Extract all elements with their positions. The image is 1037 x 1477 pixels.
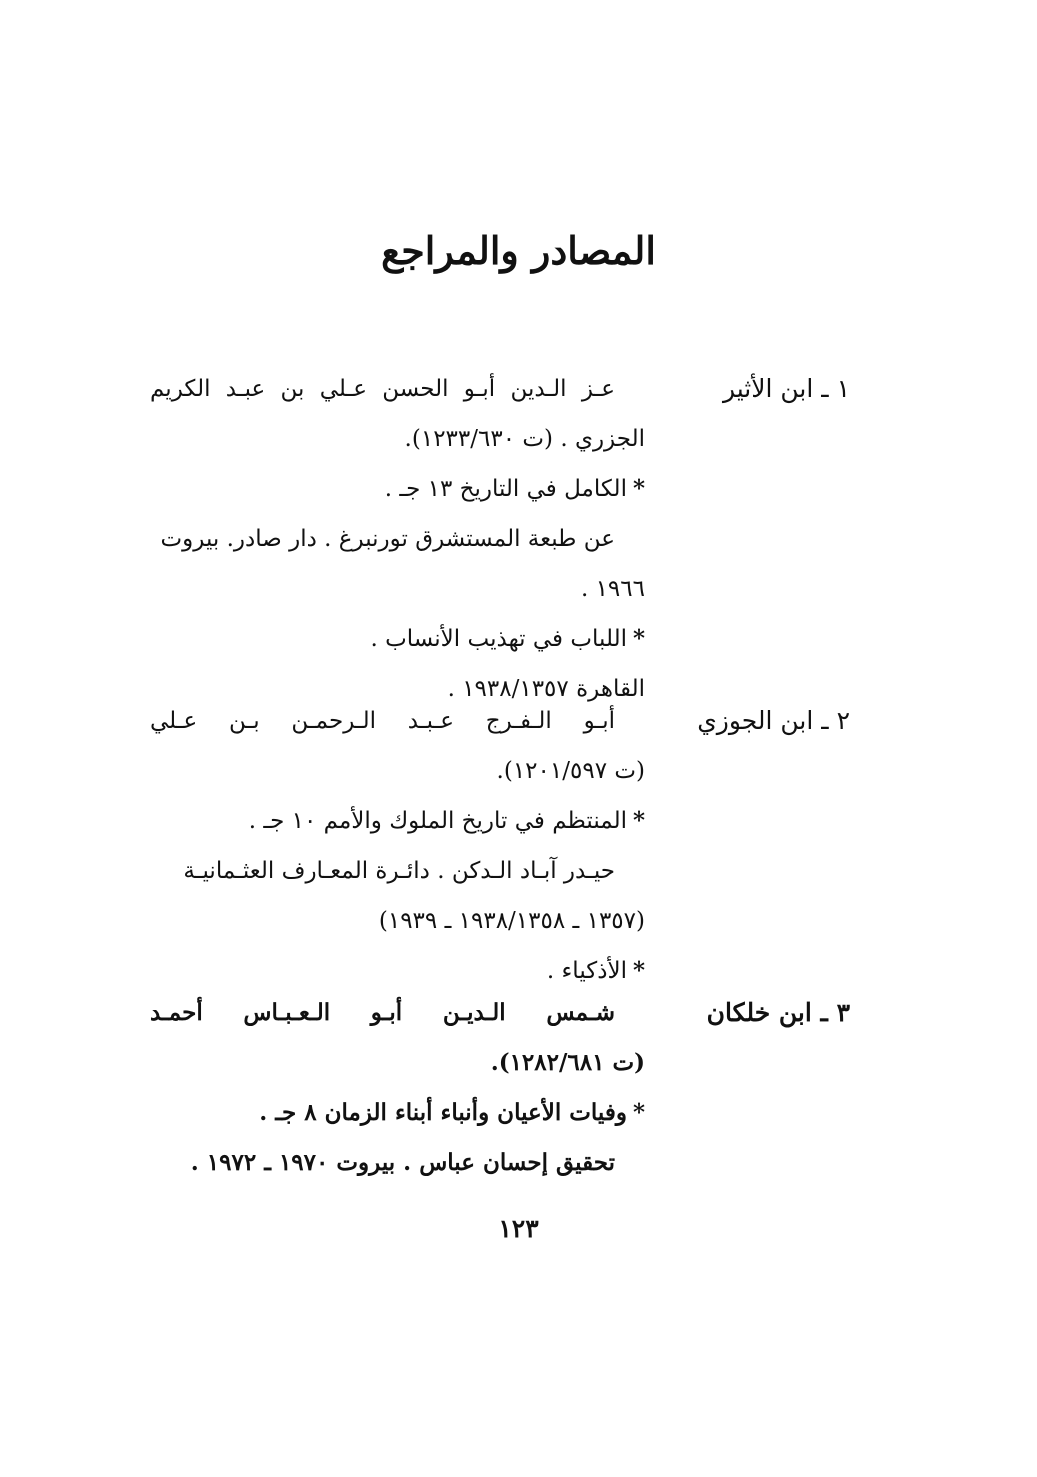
work-title-text: المنتظم في تاريخ الملوك والأمم ١٠ جـ . [248,808,627,834]
publication-info: عن طبعة المستشرق تورنبرغ . دار صادر. بيروت [160,526,615,552]
entry-body [150,992,645,1192]
entry-heading: ١ ـ ابن الأثير [722,374,850,403]
publication-info: حيـدر آبـاد الـدكن . دائـرة المعـارف العثـمانيـة [183,858,615,884]
author-full-name: عـز الـدين أبـو الحسن عـلي بن عبـد الكريم [150,376,615,402]
entry-body [150,700,645,1000]
bullet-star-icon: * [632,807,645,834]
page-title: المصادر والمراجع [381,228,656,273]
work-title-text: الكامل في التاريخ ١٣ جـ . [384,476,627,502]
work-title [150,950,645,992]
entry-heading: ٣ ـ ابن خلكان [706,998,850,1027]
publication-year: (١٣٥٧ ـ ١٩٣٨/١٣٥٨ ـ ١٩٣٩) [378,908,645,934]
bullet-star-icon: * [632,1099,645,1126]
publication-info: القاهرة ١٩٣٨/١٣٥٧ . [447,676,645,702]
work-title [150,468,645,510]
publication-year: ١٩٦٦ . [580,576,645,602]
author-death-date: الجزري . (ت ١٢٣٣/٦٣٠). [404,426,645,452]
bullet-star-icon: * [632,957,645,984]
author-full-name: أبـو الـفـرج عـبـد الـرحمـن بـن عـلي [150,708,615,734]
bullet-star-icon: * [632,625,645,652]
author-death-date: (ت ١٢٨٢/٦٨١). [490,1049,645,1076]
work-title [150,618,645,660]
work-title [150,1092,645,1134]
work-title-text: الأذكياء . [546,958,627,984]
entry-heading: ٢ ـ ابن الجوزي [697,706,850,735]
entry-body [150,368,645,718]
publication-info: تحقيق إحسان عباس . بيروت ١٩٧٠ ـ ١٩٧٢ . [190,1149,615,1176]
author-full-name: شـمس الـديـن أبـو الـعـبـاس أحمـد [150,999,615,1026]
bullet-star-icon: * [632,475,645,502]
page-number: ١٢٣ [498,1214,539,1243]
work-title-text: وفيات الأعيان وأنباء أبناء الزمان ٨ جـ . [259,1099,627,1126]
author-death-date: (ت ١٢٠١/٥٩٧). [496,758,645,784]
work-title [150,800,645,842]
work-title-text: اللباب في تهذيب الأنساب . [370,626,627,652]
